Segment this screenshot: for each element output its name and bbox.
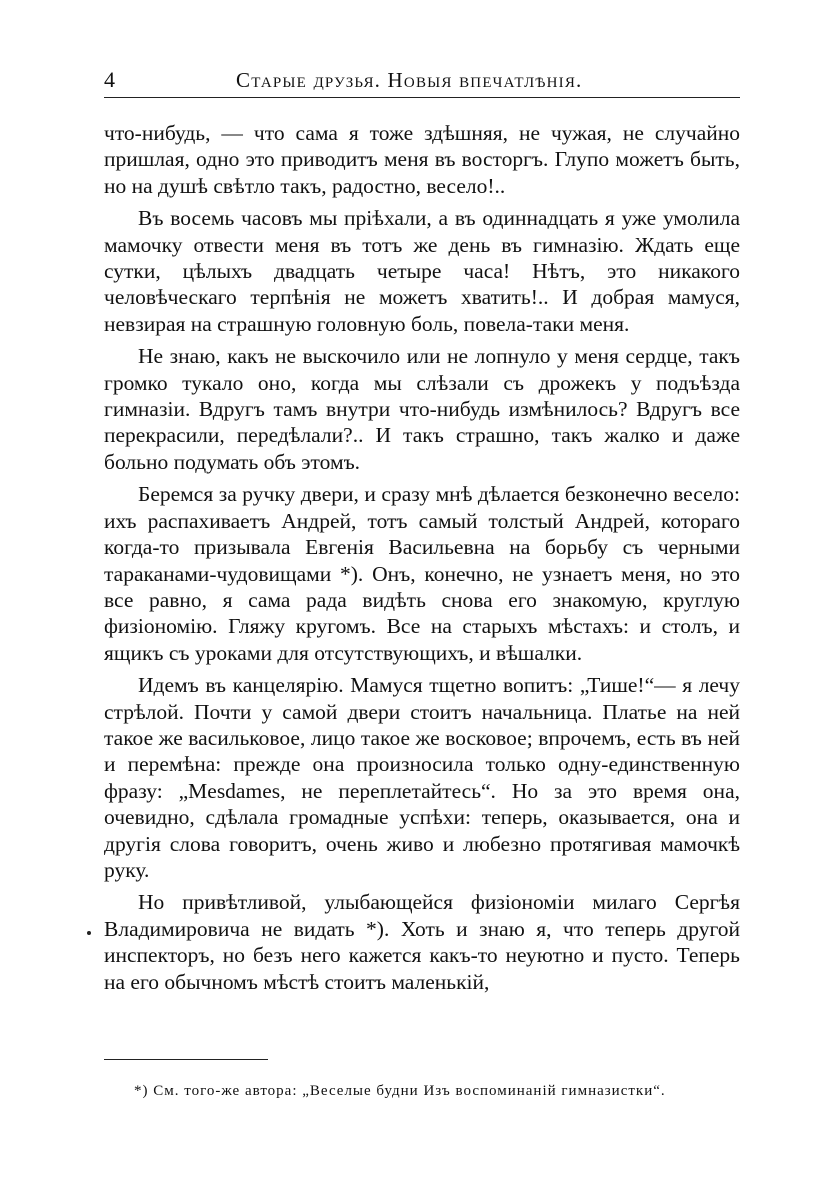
footnote: *) См. того-же автора: „Веселые будни Изъ воспоминаній гимназистки“. [134,1083,666,1099]
paragraph: Въ восемь часовъ мы пріѣхали, а въ одиннадцать я уже умолила мамочку отвести меня въ тотъ же день въ гимназію. Ждать еще сутки, цѣлыхъ двадцать четыре часа! Нѣтъ, это никакого человѣческаго терпѣнія не можетъ хватить!.. И добрая мамуся, невзирая на страшную головную боль, повела-таки меня. [104,206,740,336]
header-rule [104,97,740,98]
running-head [104,66,740,98]
paragraph: Идемъ въ канцелярію. Мамуся тщетно вопитъ: „Тише!“— я лечу стрѣлой. Почти у самой двери стоитъ начальница. Платье на ней такое же васильковое, лицо такое же восковое; впрочемъ, есть въ ней и перемѣна: прежде она произносила только одну-единственную фразу: „Mesdames, не переплетайтесь“. Но за это время она, очевидно, сдѣлала громадные успѣхи: теперь, оказывается, она и другія слова говоритъ, очень живо и любезно протягивая мамочкѣ руку. [104,673,740,882]
paragraph: что-нибудь, — что сама я тоже здѣшняя, не чужая, не случайно пришлая, одно это приводитъ меня въ восторгъ. Глупо можетъ быть, но на душѣ свѣтло такъ, радостно, весело!.. [104,121,740,198]
paragraph: Но привѣтливой, улыбающейся физіономіи милаго Сергѣя Владимировича не видать *). Хоть и знаю я, что теперь другой инспекторъ, но безъ него кажется какъ-то неуютно и пусто. Теперь на его обычномъ мѣстѣ стоитъ маленькій, [104,890,740,994]
footnote-rule [104,1059,268,1060]
page-number: 4 [104,67,115,92]
running-title: Старые друзья. Новыя впечатлѣнія. [236,68,583,92]
print-speck [87,931,91,935]
body-text [104,120,740,995]
paragraph: Не знаю, какъ не выскочило или не лопнуло у меня сердце, такъ громко тукало оно, когда мы слѣзали съ дрожекъ у подъѣзда гимназіи. Вдругъ тамъ внутри что-нибудь измѣнилось? Вдругъ все перекрасили, передѣлали?.. И такъ страшно, такъ жалко и даже больно подумать объ этомъ. [104,344,740,474]
paragraph: Беремся за ручку двери, и сразу мнѣ дѣлается безконечно весело: ихъ распахиваетъ Андрей, тотъ самый толстый Андрей, котораго когда-то призывала Евгенія Васильевна на борьбу съ черными тараканами-чудовищами *). Онъ, конечно, не узнаетъ меня, но это все равно, я сама рада видѣть снова его знакомую, круглую физіономію. Гляжу кругомъ. Все на старыхъ мѣстахъ: и столъ, и ящикъ съ уроками для отсутствующихъ, и вѣшалки. [104,482,740,665]
